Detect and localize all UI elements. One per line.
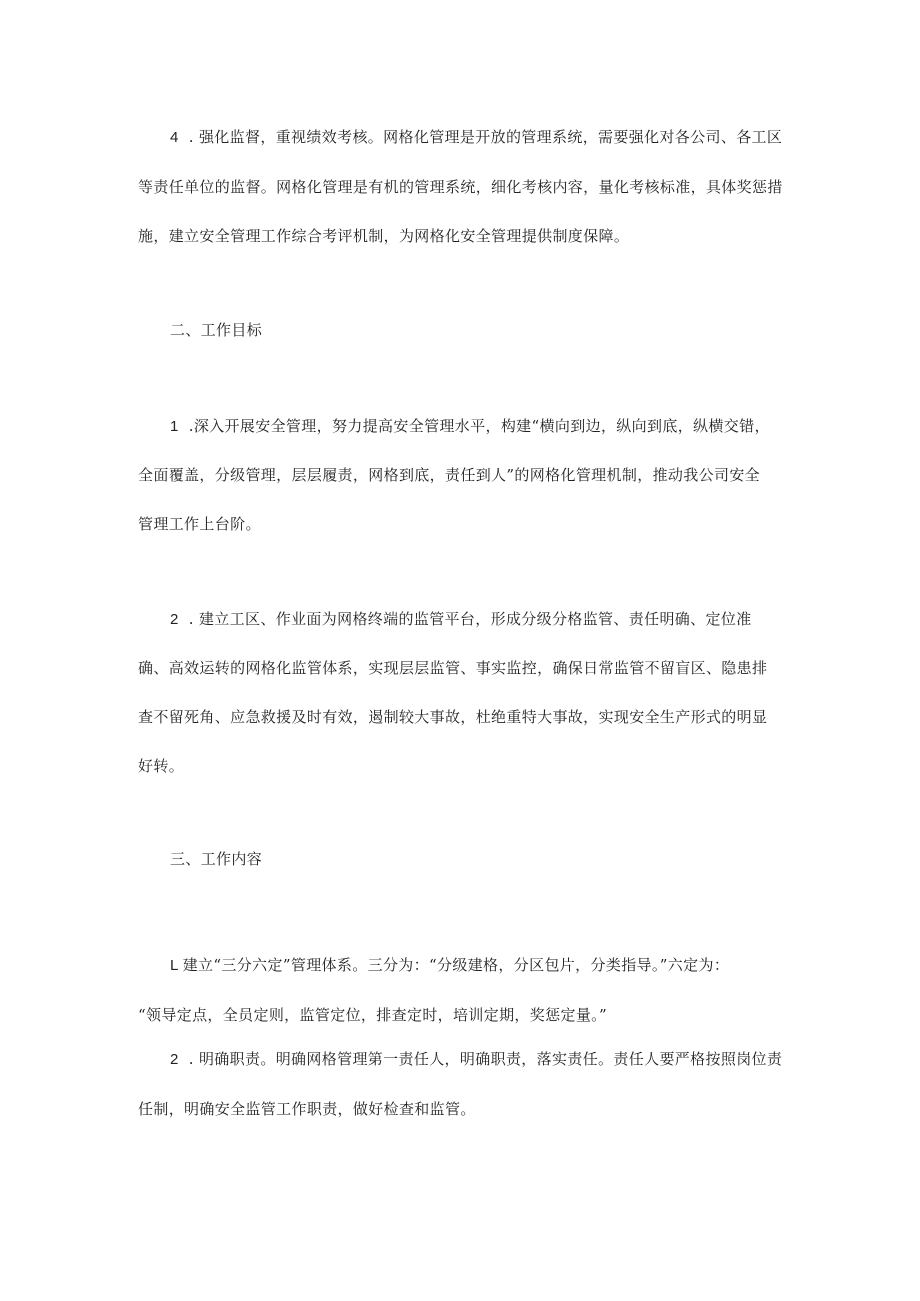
paragraph-1-line-3: 管理工作上台阶。 (138, 515, 261, 533)
paragraph-text: 建立“三分六定”管理体系。三分为：“分级建格，分区包片，分类指导。”六定为： (182, 956, 730, 974)
paragraph-1-line-1 (170, 416, 788, 437)
paragraph-number: 1 (170, 418, 179, 435)
paragraph-2-line-3: 查不留死角、应急救援及时有效，遏制较大事故，杜绝重特大事故，实现安全生产形式的明显 (138, 708, 768, 726)
paragraph-duties-line-2: 任制，明确安全监管工作职责，做好检查和监管。 (138, 1100, 476, 1118)
paragraph-2-line-4: 好转。 (138, 757, 185, 775)
paragraph-duties-line-1 (170, 1049, 788, 1070)
paragraph-1-line-2: 全面覆盖，分级管理，层层履责，网格到底，责任到人”的网格化管理机制，推动我公司安全 (138, 466, 761, 484)
paragraph-number: 2 (170, 611, 179, 628)
paragraph-number: L (170, 957, 179, 974)
paragraph-text: . 明确职责。明确网格管理第一责任人，明确职责，落实责任。责任人要严格按照岗位责 (188, 1050, 783, 1068)
section-heading-content: 三、工作内容 (170, 850, 263, 868)
paragraph-number: 2 (170, 1051, 179, 1068)
paragraph-4-line-2: 等责任单位的监督。网格化管理是有机的管理系统，细化考核内容，量化考核标准，具体奖惩措 (138, 178, 783, 196)
paragraph-number: 4 (170, 129, 179, 146)
paragraph-text: . 建立工区、作业面为网格终端的监管平台，形成分级分格监管、责任明确、定位准 (188, 610, 752, 628)
paragraph-text: .深入开展安全管理，努力提高安全管理水平，构建“横向到边，纵向到底，纵横交错， (188, 417, 770, 435)
section-heading-goals: 二、工作目标 (170, 321, 263, 339)
paragraph-l-line-1 (170, 955, 788, 976)
paragraph-4-line-1 (170, 127, 788, 148)
paragraph-4-line-3: 施，建立安全管理工作综合考评机制，为网格化安全管理提供制度保障。 (138, 227, 630, 245)
paragraph-text: . 强化监督，重视绩效考核。网格化管理是开放的管理系统，需要强化对各公司、各工区 (188, 128, 783, 146)
paragraph-l-line-2: “领导定点，全员定则，监管定位，排查定时，培训定期，奖惩定量。” (138, 1006, 608, 1024)
paragraph-2-line-2: 确、高效运转的网格化监管体系，实现层层监管、事实监控，确保日常监管不留盲区、隐患排 (138, 659, 768, 677)
paragraph-2-line-1 (170, 609, 788, 630)
